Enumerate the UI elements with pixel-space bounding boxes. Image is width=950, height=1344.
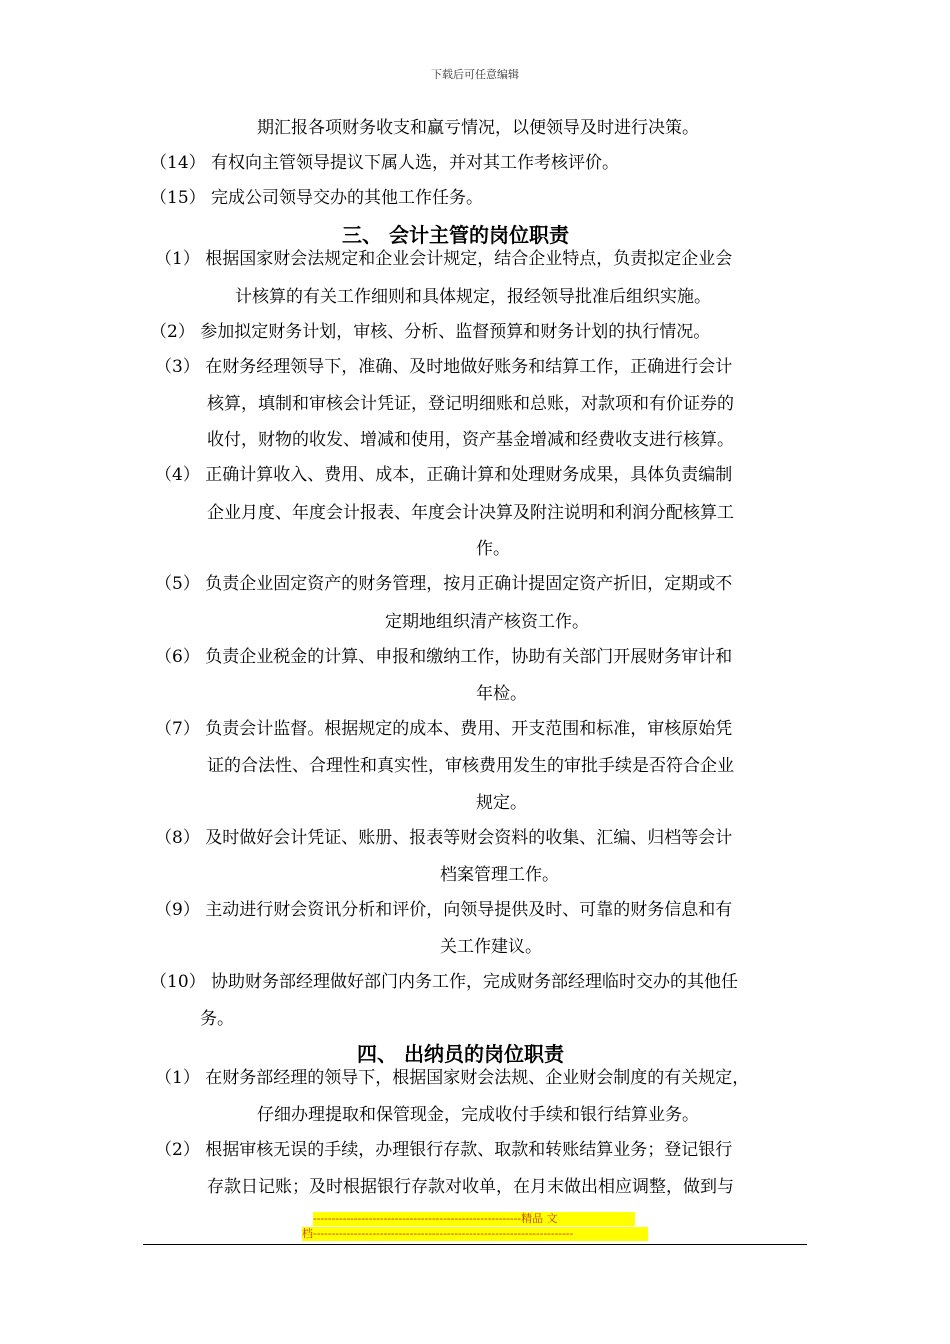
body-line: 年检。 (476, 684, 527, 704)
body-line: （8） 及时做好会计凭证、账册、报表等财会资料的收集、汇编、归档等会计 (155, 828, 733, 848)
body-line: （5） 负责企业固定资产的财务管理，按月正确计提固定资产折旧，定期或不 (155, 574, 733, 594)
section-heading: 四、 出纳员的岗位职责 (357, 1042, 564, 1066)
body-line: （2） 参加拟定财务计划，审核、分析、监督预算和财务计划的执行情况。 (150, 322, 711, 342)
body-line: 存款日记账；及时根据银行存款对收单，在月末做出相应调整，做到与 (207, 1177, 734, 1197)
body-line: （1） 在财务部经理的领导下，根据国家财会法规、企业财会制度的有关规定， (155, 1068, 750, 1088)
body-line: （4） 正确计算收入、费用、成本，正确计算和处理财务成果，具体负责编制 (155, 465, 733, 485)
body-line: 期汇报各项财务收支和赢亏情况，以便领导及时进行决策。 (257, 118, 699, 138)
body-line: （9） 主动进行财会资讯分析和评价，向领导提供及时、可靠的财务信息和有 (155, 900, 733, 920)
page-header: 下载后可任意编辑 (431, 68, 519, 81)
body-line: 作。 (476, 539, 510, 559)
body-line: 仔细办理提取和保管现金，完成收付手续和银行结算业务。 (257, 1105, 699, 1125)
body-line: 定期地组织清产核资工作。 (385, 612, 589, 632)
body-line: （6） 负责企业税金的计算、申报和缴纳工作，协助有关部门开展财务审计和 (155, 647, 733, 667)
body-line: 计核算的有关工作细则和具体规定，报经领导批准后组织实施。 (235, 287, 711, 307)
body-line: 证的合法性、合理性和真实性，审核费用发生的审批手续是否符合企业 (207, 756, 734, 776)
body-line: （10） 协助财务部经理做好部门内务工作，完成财务部经理临时交办的其他任 (150, 972, 739, 992)
body-line: （3） 在财务经理领导下，准确、及时地做好账务和结算工作，正确进行会计 (155, 357, 733, 377)
body-line: （14） 有权向主管领导提议下属人选，并对其工作考核评价。 (150, 153, 620, 173)
body-line: 档案管理工作。 (440, 865, 559, 885)
body-line: 核算，填制和审核会计凭证，登记明细账和总账，对款项和有价证券的 (207, 394, 734, 414)
footer-watermark-line2: 档---------------------------------------------------------------------- (302, 1227, 648, 1241)
body-line: 关工作建议。 (440, 937, 542, 957)
body-line: （7） 负责会计监督。根据规定的成本、费用、开支范围和标准，审核原始凭 (155, 719, 733, 739)
body-line: （2） 根据审核无误的手续，办理银行存款、取款和转账结算业务；登记银行 (155, 1140, 733, 1160)
section-heading: 三、 会计主管的岗位职责 (342, 223, 569, 247)
body-line: 企业月度、年度会计报表、年度会计决算及附注说明和利润分配核算工 (207, 503, 734, 523)
body-line: （1） 根据国家财会法规定和企业会计规定，结合企业特点，负责拟定企业会 (155, 249, 733, 269)
body-line: 务。 (200, 1009, 234, 1029)
footer-rule (143, 1244, 807, 1245)
body-line: （15） 完成公司领导交办的其他工作任务。 (150, 188, 484, 208)
body-line: 规定。 (476, 793, 527, 813)
body-line: 收付，财物的收发、增减和使用，资产基金增减和经费收支进行核算。 (207, 430, 734, 450)
footer-watermark-line1: --------------------------------------------------------精品 文 (313, 1212, 635, 1226)
